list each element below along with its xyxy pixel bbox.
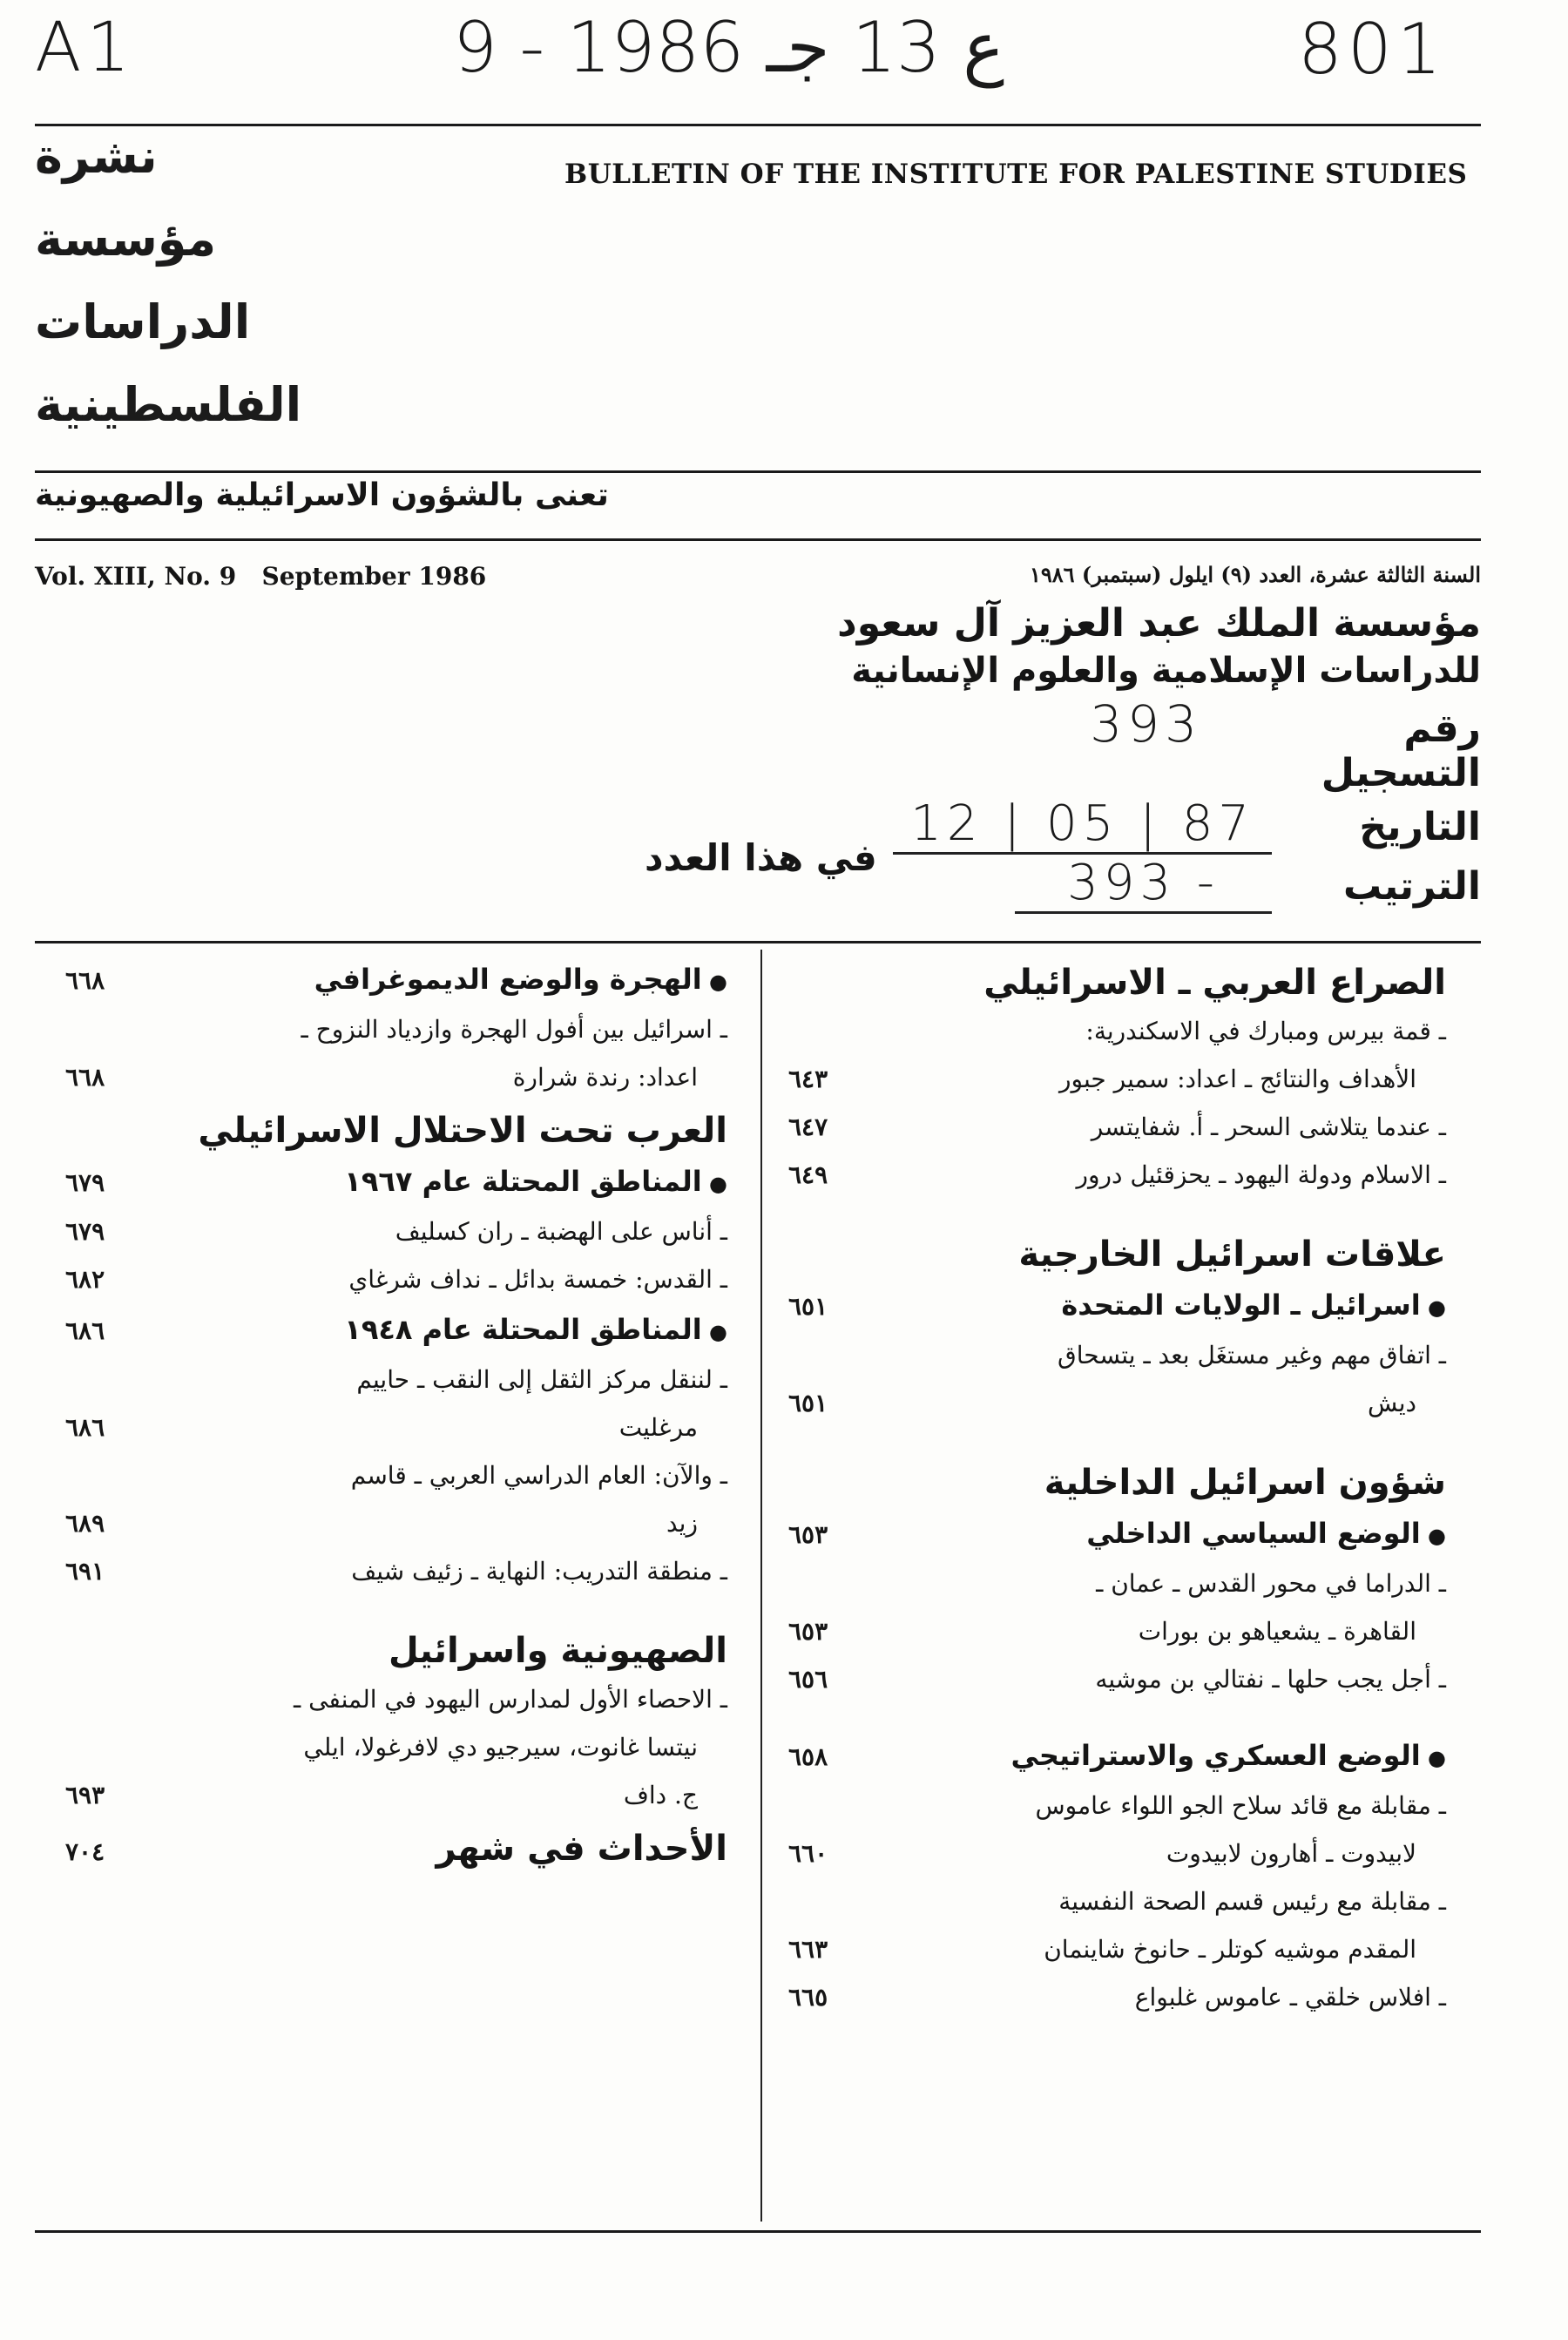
toc-item-cont: اعداد: رندة شرارة	[512, 1063, 698, 1092]
page-number: ٦٩١	[65, 1557, 105, 1586]
toc-subsection: ● الهجرة والوضع الديموغرافي	[144, 963, 727, 996]
toc-item: ـ منطقة التدريب: النهاية ـ زئيف شيف	[144, 1557, 727, 1586]
toc-item-cont: القاهرة ـ يشعياهو بن بورات	[1138, 1617, 1416, 1646]
section-title: شؤون اسرائيل الداخلية	[1044, 1463, 1446, 1503]
toc-item: ـ اسرائيل بين أفول الهجرة وازدياد النزوح ـ	[144, 1015, 727, 1044]
header-rule	[35, 124, 1481, 126]
toc-item-cont: ديش	[1368, 1389, 1416, 1417]
handwritten-date: 9 - ع 13 جـ 1986	[453, 7, 1004, 88]
page-number: ٦٨٩	[65, 1509, 105, 1538]
section-title: الصراع العربي ـ الاسرائيلي	[983, 963, 1446, 1003]
toc-item: ـ الاحصاء الأول لمدارس اليهود في المنفى ـ	[144, 1685, 727, 1714]
masthead-line-3: الدراسات	[35, 294, 251, 349]
subtitle-rule	[35, 538, 1481, 541]
section-title: الأحداث في شهر	[436, 1829, 727, 1869]
toc-subsection: ● المناطق المحتلة عام ١٩٦٧	[144, 1165, 727, 1198]
toc-subsection: ● المناطق المحتلة عام ١٩٤٨	[144, 1313, 727, 1346]
page-number: ٦٦٨	[65, 1063, 105, 1092]
stamp-order-label: الترتيب	[1343, 864, 1481, 909]
english-title: BULLETIN OF THE INSTITUTE FOR PALESTINE STUDIES	[564, 159, 1468, 190]
page-number: ٦٧٩	[65, 1217, 105, 1246]
masthead-rule	[35, 470, 1481, 473]
page-number: ٦٨٦	[65, 1316, 105, 1345]
toc-item: ـ والآن: العام الدراسي العربي ـ قاسم	[144, 1461, 727, 1490]
toc-item: ـ مقابلة مع قائد سلاح الجو اللواء عاموس	[867, 1791, 1446, 1820]
stamp-date-label: التاريخ	[1359, 805, 1481, 849]
section-title: الصهيونية واسرائيل	[388, 1631, 727, 1671]
toc-item: ـ أجل يجب حلها ـ نفتالي بن موشيه	[867, 1665, 1446, 1694]
toc-item: ـ لننقل مركز الثقل إلى النقب ـ حاييم	[144, 1365, 727, 1394]
masthead-line-1: نشرة	[35, 129, 158, 184]
page-number: ٦٨٢	[65, 1265, 105, 1294]
page-number: ٦٥٣	[788, 1617, 828, 1646]
footer-rule	[35, 2230, 1481, 2233]
toc-item: ـ مقابلة مع رئيس قسم الصحة النفسية	[867, 1887, 1446, 1916]
page-number: ٦٧٩	[65, 1168, 105, 1197]
toc-item: ـ الاسلام ودولة اليهود ـ يحزقئيل درور	[867, 1160, 1446, 1189]
toc-item-cont: زيد	[666, 1509, 698, 1538]
masthead-line-4: الفلسطينية	[35, 377, 302, 432]
volume-arabic: السنة الثالثة عشرة، العدد (٩) ايلول (سبتمبر) ١٩٨٦	[1029, 562, 1481, 587]
toc-item-cont: نيتسا غانوت، سيرجيو دي لافرغولا، ايلي	[303, 1733, 698, 1762]
toc-item: ـ اتفاق مهم وغير مستغَل بعد ـ يتسحاق	[867, 1341, 1446, 1370]
page-number: ٦٦٠	[788, 1839, 828, 1868]
page-number: ٦٥١	[788, 1292, 828, 1321]
toc-item: ـ افلاس خلقي ـ عاموس غلبواع	[867, 1983, 1446, 2012]
toc-item: ـ عندما يتلاشى السحر ـ أ. شفايتسر	[867, 1113, 1446, 1141]
subtitle: تعنى بالشؤون الاسرائيلية والصهيونية	[35, 477, 609, 513]
toc-item: ـ أناس على الهضبة ـ ران كسليف	[144, 1217, 727, 1246]
page-number: ٦٤٩	[788, 1160, 828, 1189]
volume-english: Vol. XIII, No. 9 September 1986	[35, 562, 487, 591]
toc-subsection: ● الوضع العسكري والاستراتيجي	[867, 1739, 1446, 1772]
toc-left-column	[65, 963, 727, 1888]
toc-item: ـ القدس: خمسة بدائل ـ نداف شرغاي	[144, 1265, 727, 1294]
toc-item-cont: لابيدوت ـ أهارون لابيدوت	[1166, 1839, 1416, 1868]
page-number: ٦٩٣	[65, 1781, 105, 1809]
page-number: ٦٤٧	[788, 1113, 828, 1141]
page-number: ٦٦٨	[65, 966, 105, 995]
page-number: ٦٥١	[788, 1389, 828, 1417]
toc-right-column	[788, 963, 1446, 2031]
toc-item-cont: مرغليت	[618, 1413, 698, 1442]
toc-top-rule	[35, 941, 1481, 943]
toc-item-cont: ج. داف	[623, 1781, 698, 1809]
page-number: ٦٨٦	[65, 1413, 105, 1442]
section-title: العرب تحت الاحتلال الاسرائيلي	[198, 1111, 727, 1151]
page-number: ٦٤٣	[788, 1065, 828, 1093]
page-number: ٦٦٣	[788, 1935, 828, 1964]
column-divider	[760, 950, 762, 2222]
page-number: ٦٥٨	[788, 1742, 828, 1771]
page-number: ٧٠٤	[65, 1837, 105, 1866]
toc-item: ـ الدراما في محور القدس ـ عمان ـ	[867, 1569, 1446, 1598]
stamp-date-value: 12 | 05 | 87	[893, 795, 1272, 855]
page-number: ٦٥٣	[788, 1520, 828, 1549]
page-number: ٦٦٥	[788, 1983, 828, 2012]
stamp-order-value: 393 -	[1015, 855, 1272, 914]
section-title: علاقات اسرائيل الخارجية	[1018, 1234, 1446, 1275]
page-number: ٦٥٦	[788, 1665, 828, 1694]
masthead-line-2: مؤسسة	[35, 212, 217, 267]
stamp-reg-label: رقم التسجيل	[1321, 707, 1481, 795]
toc-subsection: ● الوضع السياسي الداخلي	[867, 1517, 1446, 1550]
handwritten-number: 801	[1298, 9, 1447, 90]
library-stamp	[819, 601, 1481, 923]
stamp-line-2: للدراسات الإسلامية والعلوم الإنسانية	[851, 651, 1481, 691]
issue-heading: في هذا العدد	[645, 836, 877, 879]
toc-item: ـ قمة بيرس ومبارك في الاسكندرية:	[867, 1017, 1446, 1045]
masthead-arabic-title	[35, 129, 348, 460]
toc-item-cont: الأهداف والنتائج ـ اعداد: سمير جبور	[1058, 1065, 1416, 1093]
toc-item-cont: المقدم موشيه كوتلر ـ حانوخ شاينمان	[1044, 1935, 1416, 1964]
toc-subsection: ● اسرائيل ـ الولايات المتحدة	[867, 1288, 1446, 1322]
stamp-reg-value: 393	[1090, 694, 1202, 754]
handwritten-code-left: A1	[35, 9, 135, 87]
stamp-line-1: مؤسسة الملك عبد العزيز آل سعود	[837, 601, 1481, 646]
